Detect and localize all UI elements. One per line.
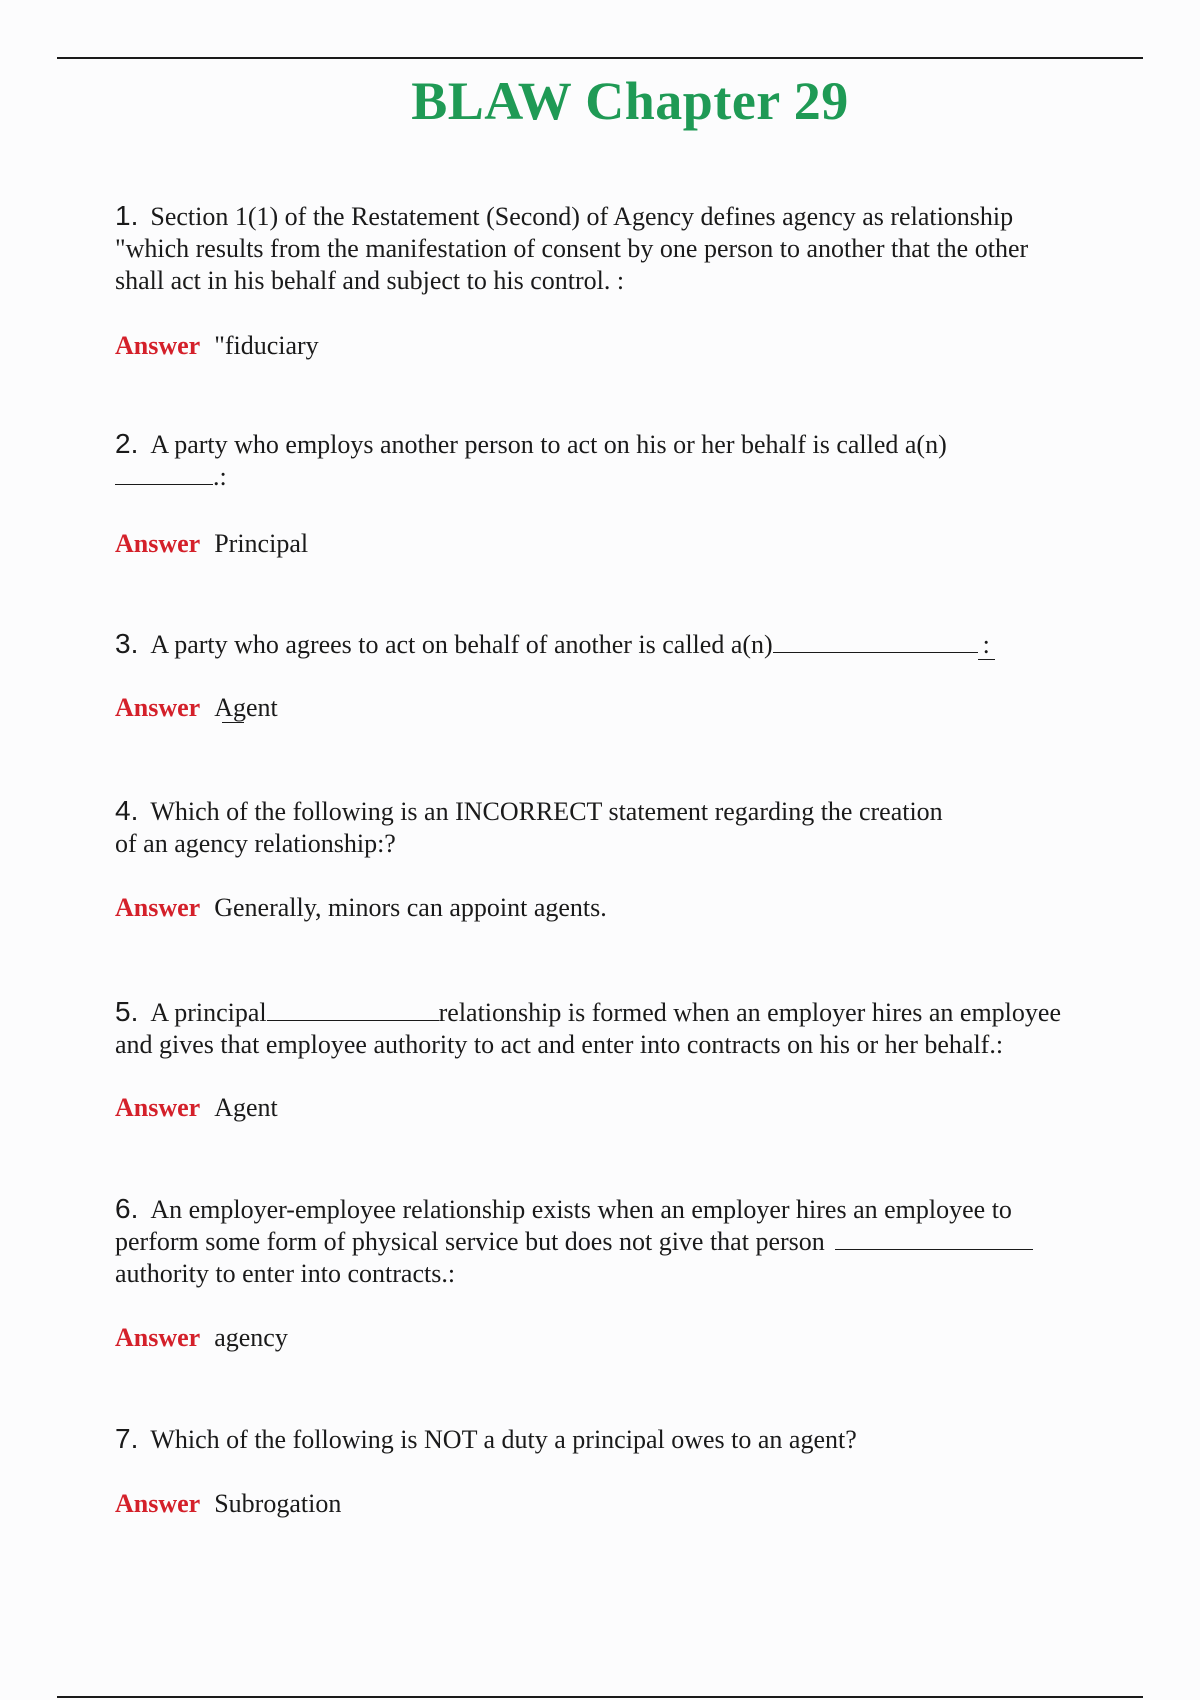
question-text-line: Section 1(1) of the Restatement (Second) of Agency defines agency as relationship (150, 202, 1014, 231)
answer-label: Answer (115, 1323, 201, 1352)
question-number: 6. (115, 1193, 139, 1224)
answer-4 (115, 892, 607, 924)
answer-3 (115, 692, 278, 724)
answer-blank (835, 1231, 1033, 1250)
question-text: A party who agrees to act on behalf of another is called a(n) (150, 630, 773, 659)
question-text-line: perform some form of physical service but does not give that person (115, 1227, 825, 1256)
question-tail: .: (213, 462, 227, 491)
question-number: 1. (115, 200, 139, 231)
answer-text: agency (214, 1323, 288, 1352)
answer-2 (115, 528, 308, 560)
question-number: 7. (115, 1423, 139, 1454)
answer-label: Answer (115, 1489, 201, 1518)
answer-underline (222, 722, 244, 723)
bottom-rule (57, 1696, 1143, 1698)
question-text-line: "which results from the manifestation of consent by one person to another that the other (115, 234, 1029, 263)
answer-1 (115, 330, 319, 362)
answer-7 (115, 1488, 341, 1520)
question-text: A principal (150, 998, 267, 1027)
question-text: relationship is formed when an employer hires an employee (438, 998, 1061, 1027)
question-text: A party who employs another person to act on his or her behalf is called a(n) (150, 430, 947, 459)
question-6 (115, 1193, 1155, 1290)
answer-text: Agent (214, 1093, 278, 1122)
answer-label: Answer (115, 1093, 201, 1122)
question-text-line: and gives that employee authority to act and enter into contracts on his or her behalf.: (115, 1030, 1004, 1059)
question-number: 2. (115, 428, 139, 459)
question-text-line: An employer-employee relationship exists when an employer hires an employee to (150, 1195, 1012, 1224)
question-text: Which of the following is NOT a duty a principal owes to an agent? (150, 1425, 857, 1454)
question-text-line: of an agency relationship:? (115, 829, 396, 858)
question-number: 3. (115, 628, 139, 659)
top-rule (57, 57, 1143, 59)
question-text-line: shall act in his behalf and subject to his control. : (115, 266, 625, 295)
answer-text: Principal (214, 529, 309, 558)
question-number: 4. (115, 795, 139, 826)
answer-label: Answer (115, 529, 201, 558)
answer-text: Generally, minors can appoint agents. (214, 893, 607, 922)
answer-5 (115, 1092, 278, 1124)
answer-blank (115, 466, 213, 485)
question-3 (115, 628, 1155, 661)
answer-label: Answer (115, 893, 201, 922)
answer-text: "fiduciary (214, 331, 319, 360)
answer-text: Subrogation (214, 1489, 342, 1518)
answer-label: Answer (115, 331, 201, 360)
answer-6 (115, 1322, 288, 1354)
question-2 (115, 428, 1155, 493)
question-text-line: Which of the following is an INCORRECT statement regarding the creation (150, 797, 943, 826)
answer-text: Agent (214, 693, 278, 722)
answer-label: Answer (115, 693, 201, 722)
question-4 (115, 795, 1155, 860)
question-1 (115, 200, 1155, 297)
question-7 (115, 1423, 1155, 1456)
question-5 (115, 996, 1175, 1061)
question-tail: : (978, 630, 995, 660)
question-text-line: authority to enter into contracts.: (115, 1259, 456, 1288)
page-title: BLAW Chapter 29 (411, 71, 849, 131)
question-number: 5. (115, 996, 139, 1027)
answer-blank (267, 1002, 439, 1021)
answer-blank (773, 634, 978, 653)
